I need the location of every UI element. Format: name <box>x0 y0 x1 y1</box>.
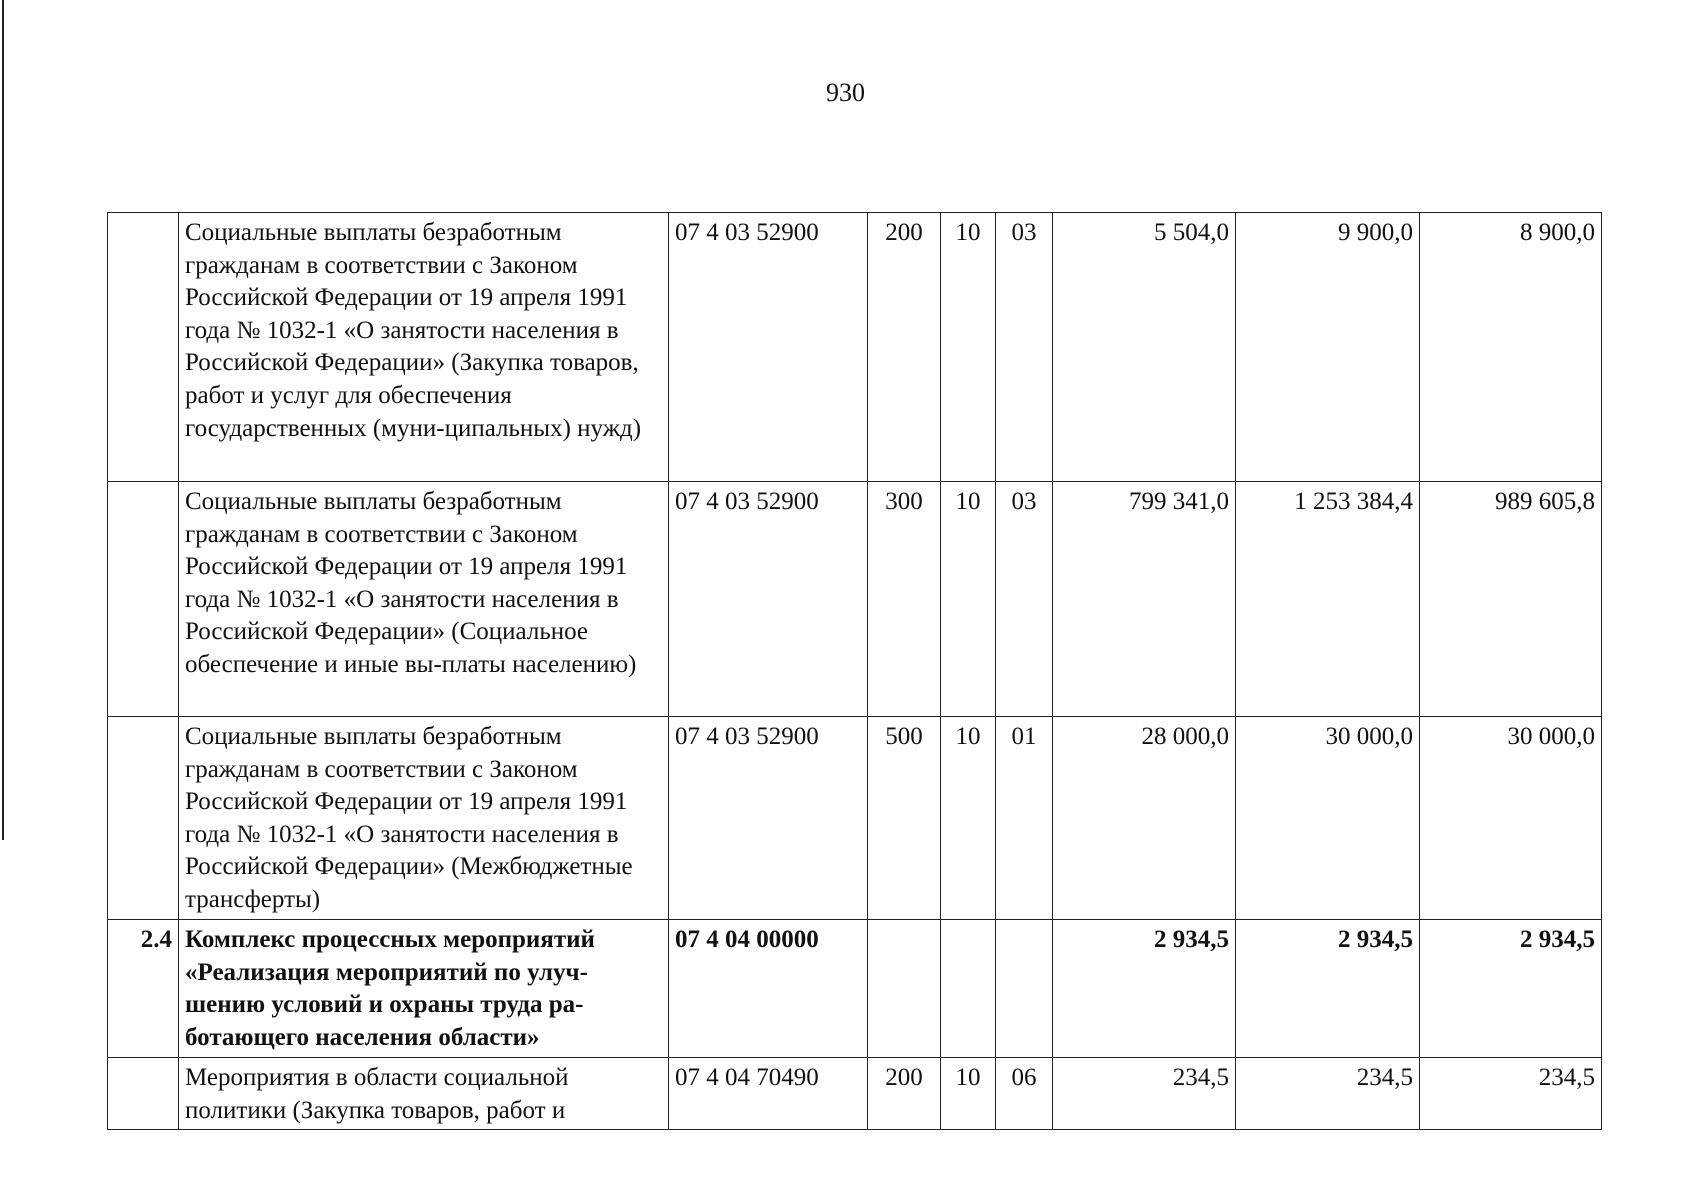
target-article-code: 07 4 03 52900 <box>669 482 868 717</box>
row-description: Комплекс процессных мероприятий «Реализация мероприятий по улуч-шению условий и охраны труда ра-ботающего населения области» <box>179 920 669 1058</box>
amount-1: 5 504,0 <box>1053 213 1236 482</box>
table-row <box>108 717 1602 920</box>
subsection-code: 06 <box>996 1058 1053 1130</box>
target-article-code: 07 4 03 52900 <box>669 213 868 482</box>
subsection-code: 03 <box>996 482 1053 717</box>
subsection-code: 01 <box>996 717 1053 920</box>
amount-2: 234,5 <box>1236 1058 1420 1130</box>
amount-3: 989 605,8 <box>1420 482 1602 717</box>
row-description: Социальные выплаты безработным гражданам в соответствии с Законом Российской Федерации от 19 апреля 1991 года № 1032-1 «О занятости населения в Российской Федерации» (Межбюджетные трансферты) <box>179 717 669 920</box>
subsection-code <box>996 920 1053 1058</box>
section-code: 10 <box>941 1058 996 1130</box>
row-number: 2.4 <box>108 920 179 1058</box>
expense-type-code: 300 <box>868 482 941 717</box>
amount-2: 1 253 384,4 <box>1236 482 1420 717</box>
row-description: Социальные выплаты безработным гражданам в соответствии с Законом Российской Федерации от 19 апреля 1991 года № 1032-1 «О занятости населения в Российской Федерации» (Закупка товаров, работ и услуг для обеспечения государственных (муни-ципальных) нужд) <box>179 213 669 482</box>
table-row <box>108 213 1602 482</box>
target-article-code: 07 4 03 52900 <box>669 717 868 920</box>
row-description: Мероприятия в области социальной политики (Закупка товаров, работ и <box>179 1058 669 1130</box>
expense-type-code: 500 <box>868 717 941 920</box>
subsection-code: 03 <box>996 213 1053 482</box>
amount-2: 2 934,5 <box>1236 920 1420 1058</box>
section-code: 10 <box>941 482 996 717</box>
row-number <box>108 1058 179 1130</box>
expense-type-code: 200 <box>868 1058 941 1130</box>
row-number <box>108 482 179 717</box>
amount-2: 9 900,0 <box>1236 213 1420 482</box>
amount-3: 234,5 <box>1420 1058 1602 1130</box>
amount-2: 30 000,0 <box>1236 717 1420 920</box>
expense-type-code <box>868 920 941 1058</box>
scan-edge-line <box>2 0 4 840</box>
amount-1: 799 341,0 <box>1053 482 1236 717</box>
target-article-code: 07 4 04 00000 <box>669 920 868 1058</box>
amount-3: 2 934,5 <box>1420 920 1602 1058</box>
section-code <box>941 920 996 1058</box>
amount-1: 234,5 <box>1053 1058 1236 1130</box>
row-number <box>108 717 179 920</box>
page-number: 930 <box>826 78 865 107</box>
target-article-code: 07 4 04 70490 <box>669 1058 868 1130</box>
amount-1: 2 934,5 <box>1053 920 1236 1058</box>
row-description: Социальные выплаты безработным гражданам в соответствии с Законом Российской Федерации от 19 апреля 1991 года № 1032-1 «О занятости населения в Российской Федерации» (Социальное обеспечение и иные вы-платы населению) <box>179 482 669 717</box>
table-row <box>108 1058 1602 1130</box>
section-code: 10 <box>941 213 996 482</box>
expense-type-code: 200 <box>868 213 941 482</box>
budget-table <box>107 212 1602 1130</box>
amount-1: 28 000,0 <box>1053 717 1236 920</box>
section-code: 10 <box>941 717 996 920</box>
amount-3: 8 900,0 <box>1420 213 1602 482</box>
row-number <box>108 213 179 482</box>
table-row <box>108 920 1602 1058</box>
amount-3: 30 000,0 <box>1420 717 1602 920</box>
table-row <box>108 482 1602 717</box>
